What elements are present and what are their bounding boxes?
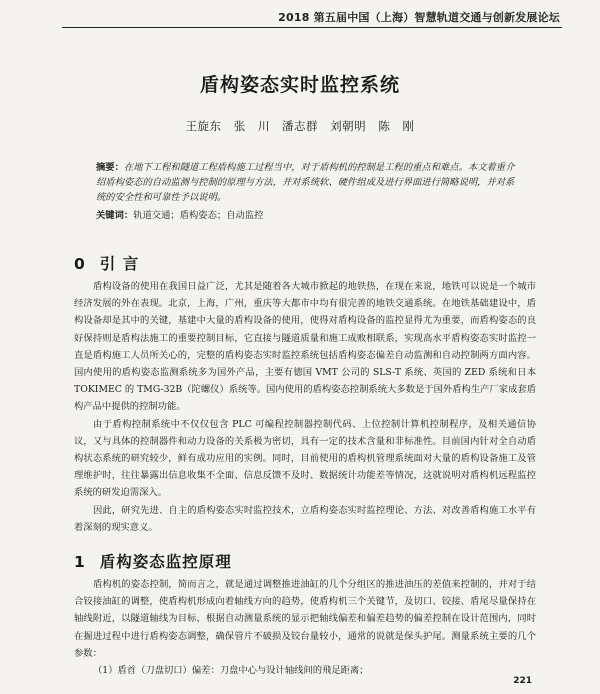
paper-title: 盾构姿态实时监控系统	[199, 74, 400, 96]
author-list	[0, 118, 600, 134]
section-heading-introduction	[74, 252, 139, 274]
paragraph: 因此，研究先进、自主的盾构姿态实时监控技术，立盾构姿态实时监控理论、方法、对改善盾构施工水平有着深刻的现实意义。	[74, 504, 536, 533]
header-rule	[62, 27, 562, 28]
author: 张 川	[233, 119, 270, 133]
author: 刘朝明	[330, 119, 367, 133]
author: 潘志群	[282, 119, 318, 133]
page-number: 221	[513, 676, 532, 686]
section-body-principle	[74, 576, 536, 679]
section-number: 0	[74, 255, 86, 273]
section-heading-principle	[74, 550, 232, 572]
abstract	[96, 160, 516, 205]
author: 王旋东	[185, 119, 222, 133]
section-title: 引 言	[99, 255, 140, 273]
section-body-introduction	[74, 278, 536, 536]
keywords-label: 关键词：	[96, 210, 134, 221]
abstract-text: 在地下工程和隧道工程盾构施工过程当中，对于盾构机的控制是工程的重点和难点。本文着重介绍盾构姿态的自动监测与控制的原理与方法，并对系统软、硬件组成及进行界面进行简略说明，并对系统的安全性和可靠性予以说明。	[96, 162, 515, 203]
paragraph: 盾构设备的使用在我国日益广泛，尤其是随着各大城市掀起的地铁热，在现在来说，地铁可以说是一个城市经济发展的外在表现。北京，上海，广州，重庆等大都市中均有很完善的地铁交通系统。在地铁基础建设中，盾构设备却是其中的关键，基建中大量的盾构设备的使用，使得对盾构设备的监控显得尤为重要，而盾构姿态的良好保持则是盾构法施工的重要控制目标，它直接与隧道质量和施工成败相联系，实现高水平盾构姿态实时监控一直是盾构施工人员所关心的，完整的盾构姿态实时监控系统包括盾构姿态偏差自动监测和自动控制两方面内容。国内使用的盾构姿态监测系统多为国外产品，主要有德国 VMT 公司的 SLS-T 系统、英国的 ZED 系统和日本 TOKIMEC 的 TMG-32B（陀螺仪）系统等。国内使用的盾构姿态控制系统大多数是于国外盾构生产厂家成套盾构产品中提供的控制功能。	[74, 281, 536, 413]
paragraph: 盾构机的姿态控制，简而言之，就是通过调整推进油缸的几个分组区的推进油压的差值来控制的，并对于结合铰接油缸的调整，使盾构机形成向着轴线方向的趋势，使盾构机三个关键节，及切口、铰接、盾尾尽量保持在轴线附近，以隧道轴线为目标，根据自动测量系统的显示把轴线偏差和偏差趋势的偏差控制在设计范围内，同时在掘进过程中进行盾构姿态调整，确保管片不破损及铰台量较小，通常的说就是保头护尾。测量系统主要的几个参数：	[74, 579, 536, 659]
author: 陈 刚	[378, 119, 415, 133]
section-title: 盾构姿态监控原理	[99, 553, 232, 571]
keywords	[96, 207, 516, 221]
running-header: 2018 第五届中国（上海）智慧轨道交通与创新发展论坛	[278, 11, 560, 24]
paragraph: 由于盾构控制系统中不仅仅包含 PLC 可编程控制器控制代码、上位控制计算机控制程序，及相关通信协议，又与具体的控制器件和动力设备的关系极为密切，具有一定的技术含量和非标准性。目前国内针对全自动盾构状态系统的研究较少，鲜有成功应用的实例。同时，目前使用的盾构机管理系统面对大量的盾构设备施工及管理维护时，往往暴露出信息收集不全面、信息反馈不及时、数据统计功能差等情况，这就说明对盾构机远程监控系统的研发迫需深入。	[74, 418, 536, 499]
keywords-text: 轨道交通；盾构姿态；自动监控	[133, 210, 264, 221]
abstract-label: 摘要：	[96, 162, 124, 173]
section-number: 1	[74, 553, 86, 571]
paragraph: （1）盾首（刀盘切口）偏差：刀盘中心与设计轴线间的飛足距离；	[93, 665, 369, 677]
